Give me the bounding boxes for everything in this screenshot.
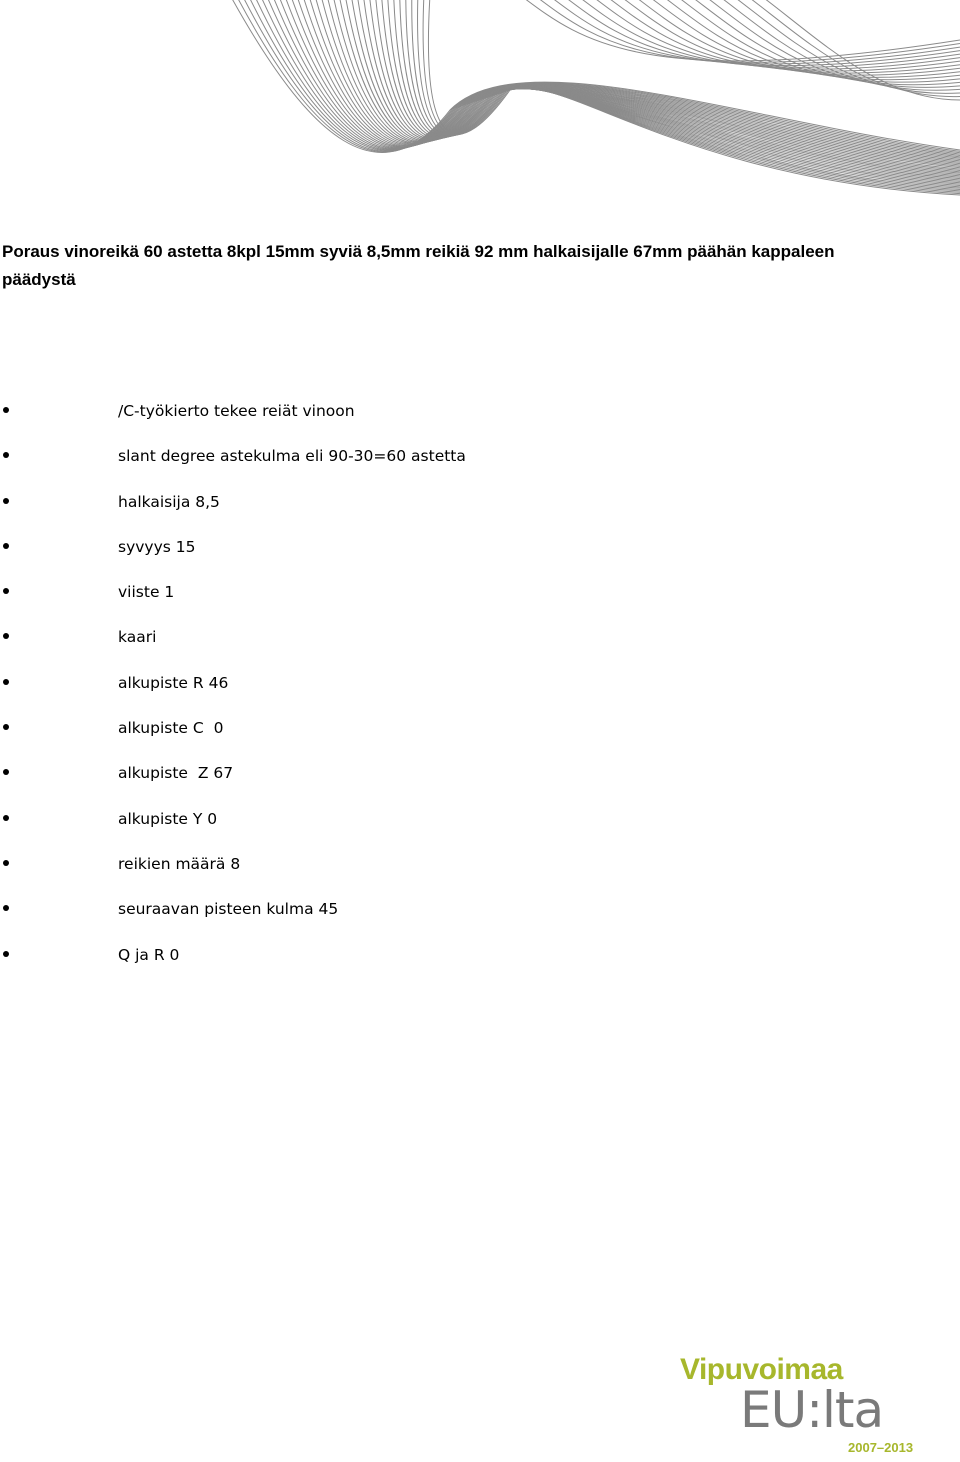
list-item-text: syvyys 15	[118, 537, 196, 556]
bullet-icon	[3, 452, 9, 458]
wave-line	[562, 0, 960, 66]
bullet-icon	[3, 498, 9, 504]
list-item-text: alkupiste Y 0	[118, 809, 218, 828]
list-item-text: seuraavan pisteen kulma 45	[118, 900, 339, 919]
bullet-icon	[3, 769, 9, 775]
list-item-text: slant degree astekulma eli 90-30=60 astetta	[118, 447, 466, 466]
wave-line	[534, 0, 960, 62]
bullet-icon	[3, 724, 9, 730]
list-item-text: kaari	[118, 628, 157, 647]
list-item-text: /C-työkierto tekee reiät vinoon	[118, 402, 355, 420]
bullet-icon	[3, 588, 9, 594]
wave-line	[732, 0, 960, 93]
bullet-icon	[3, 905, 9, 911]
wave-line	[375, 0, 960, 183]
list-item-text: Q ja R 0	[118, 945, 180, 964]
wave-line	[619, 0, 960, 73]
wave-line	[339, 0, 960, 175]
list-item-text: alkupiste R 46	[118, 673, 229, 692]
bullet-icon	[3, 815, 9, 821]
list-item-text: viiste 1	[118, 583, 175, 602]
logo-line-2: EU:lta	[740, 1381, 884, 1439]
wave-line	[760, 0, 960, 100]
bullet-icon	[3, 543, 9, 549]
wave-line	[520, 0, 960, 61]
list-item-text: alkupiste Z 67	[118, 764, 234, 783]
bullet-icon	[3, 407, 9, 413]
list-item-text: halkaisija 8,5	[118, 492, 220, 511]
wave-line	[291, 0, 960, 164]
list-item-text: alkupiste C 0	[118, 719, 224, 738]
vipuvoimaa-eulta-logo	[678, 1354, 918, 1459]
bullet-icon	[3, 633, 9, 639]
wave-lines-decoration	[220, 0, 960, 225]
logo-years: 2007–2013	[848, 1440, 914, 1455]
bullet-icon	[3, 860, 9, 866]
wave-line	[357, 0, 960, 179]
logo-line-1: Vipuvoimaa	[680, 1353, 843, 1386]
bullet-icon	[3, 951, 9, 957]
document-heading: Poraus vinoreikä 60 astetta 8kpl 15mm syviä 8,5mm reikiä 92 mm halkaisijalle 67mm päähän kappaleen päädystä	[2, 242, 835, 289]
bullet-icon	[3, 679, 9, 685]
wave-line	[661, 0, 960, 80]
list-item-text: reikien määrä 8	[118, 854, 241, 873]
